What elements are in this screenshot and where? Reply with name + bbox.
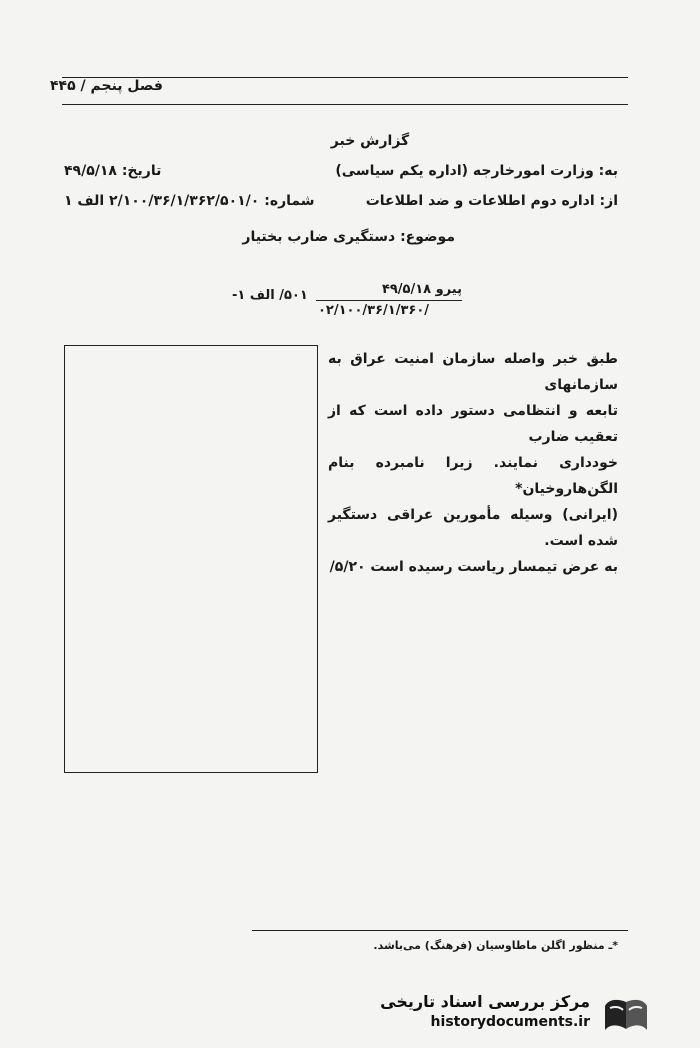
recipient-line: به: وزارت امورخارجه (اداره یکم سیاسی) (335, 163, 618, 179)
document-number-line: شماره: ۲/۱۰۰/۳۶/۱/۳۶۲/۵۰۱/۰ الف ۱ (64, 193, 315, 209)
watermark-title: مرکز بررسی اسناد تاریخی (380, 992, 590, 1011)
subject-line: موضوع: دستگیری ضارب بختیار (242, 229, 455, 245)
reference-bottom: /۰۲/۱۰۰/۳۶/۱/۳۶۰ (318, 303, 430, 318)
chapter-heading: فصل پنجم / ۴۴۵ (50, 78, 163, 94)
date-line: تاریخ: ۴۹/۵/۱۸ (64, 163, 162, 179)
body-line: (ایرانی) وسیله مأمورین عراقی دستگیر شده است. (328, 507, 618, 549)
reference-divider (316, 300, 462, 301)
body-line: تابعه و انتظامی دستور داده است که از تعقیب ضارب (328, 403, 618, 445)
footnote-rule (252, 930, 628, 931)
report-title: گزارش خبر (330, 133, 410, 149)
header-rule-bottom (62, 104, 628, 105)
watermark-url: historydocuments.ir (430, 1014, 590, 1030)
report-body (328, 346, 618, 580)
reference-top: پیرو ۴۹/۵/۱۸ (381, 282, 462, 297)
footnote: *ـ منظور اگلن ماطاوسیان (فرهنگ) می‌باشد. (373, 939, 618, 952)
photo-placeholder-frame (64, 345, 318, 773)
watermark (380, 990, 680, 1042)
body-line: به عرض تیمسار ریاست رسیده است ۵/۲۰/ (329, 559, 618, 575)
sender-line: از: اداره دوم اطلاعات و ضد اطلاعات (365, 193, 618, 209)
reference-block (232, 282, 462, 322)
body-line: خودداری نمایند. زیرا نامبرده بنام الگن‌هاروخیان* (328, 455, 618, 497)
reference-suffix: ۵۰۱/ الف ۱- (232, 288, 308, 303)
body-line: طبق خبر واصله سازمان امنیت عراق به سازمانهای (328, 351, 618, 393)
book-logo-icon (602, 996, 650, 1036)
